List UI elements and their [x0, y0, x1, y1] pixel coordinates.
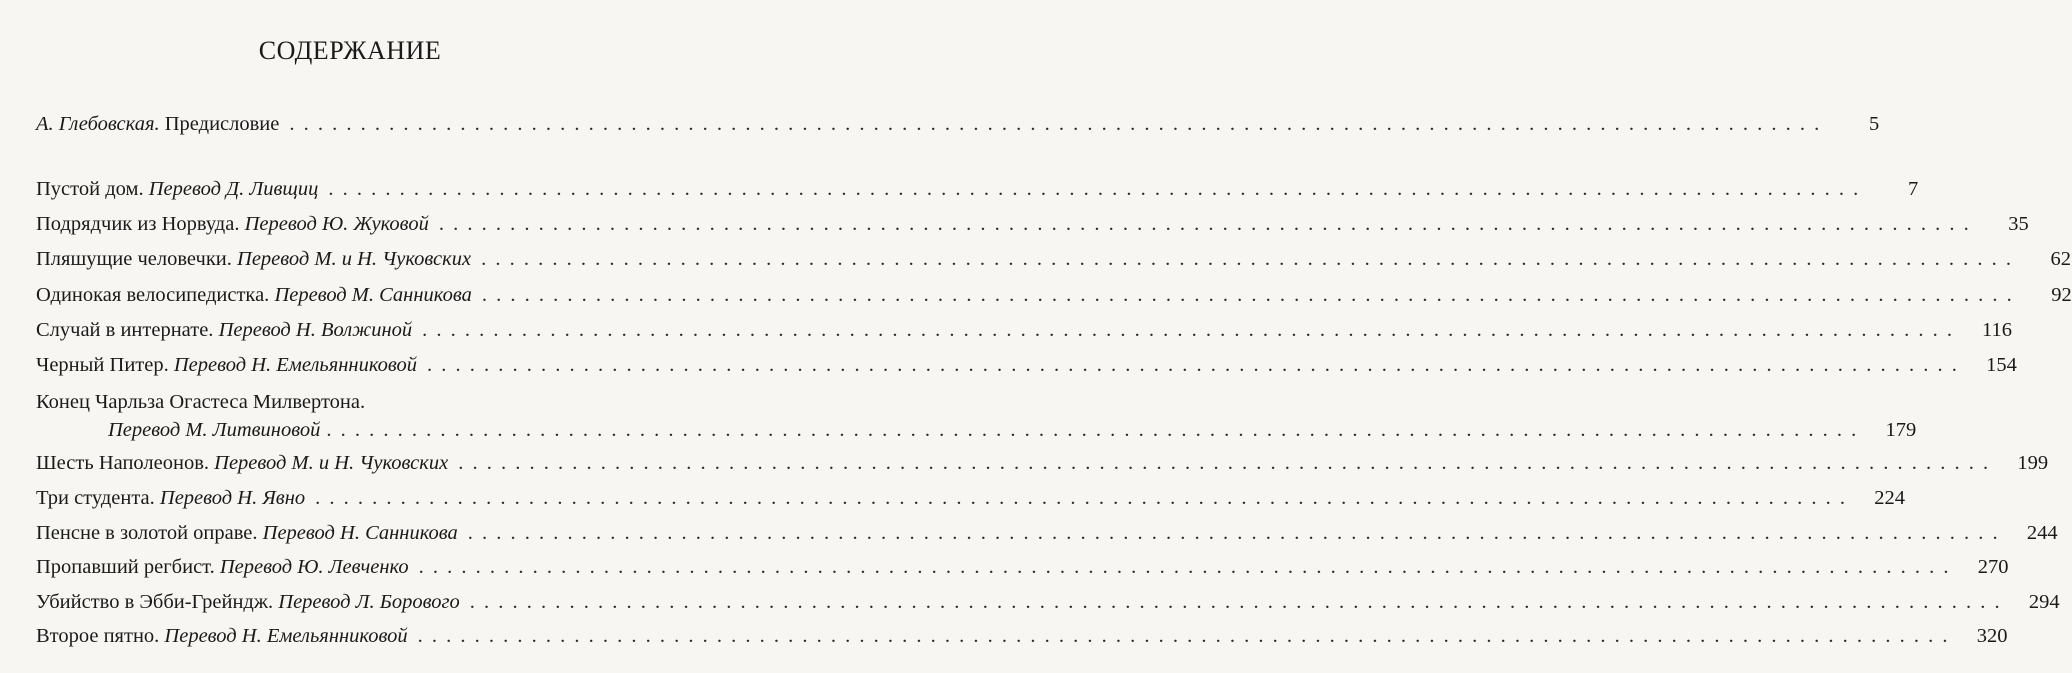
toc-title — [36, 175, 318, 203]
leader-dots — [418, 622, 1950, 650]
leader-dots — [482, 281, 2014, 309]
leader-dots — [481, 245, 2013, 273]
toc-line — [36, 519, 2058, 547]
page-number: 320 — [1976, 625, 2008, 647]
story-title: Черный Питер. — [36, 354, 169, 376]
translator: Перевод Н. Явно — [159, 487, 306, 509]
translator: Перевод Н. Емельянниковой — [164, 625, 408, 647]
story-title: Пляшущие человечки. — [36, 248, 232, 270]
leader-dots — [326, 416, 1858, 444]
page-number: 270 — [1977, 556, 2009, 578]
toc-line — [36, 245, 2071, 273]
toc-entry — [36, 519, 2058, 547]
toc-entry — [36, 553, 2009, 581]
toc-entry — [36, 351, 2017, 379]
page-number: 154 — [1986, 354, 2017, 376]
leader-dots — [419, 553, 1951, 581]
preface-author: А. Глебовская. — [36, 113, 160, 135]
leader-dots — [458, 449, 1990, 477]
story-title: Случай в интернате. — [36, 319, 214, 341]
translator: Перевод Ю. Жуковой — [244, 213, 429, 235]
toc-entry — [36, 588, 2060, 616]
page-number: 62 — [2050, 248, 2071, 270]
toc-line — [36, 588, 2060, 616]
story-title: Убийство в Эбби-Грейндж. — [36, 591, 274, 613]
toc-line-continued — [36, 416, 1917, 444]
page-title: СОДЕРЖАНИЕ — [258, 36, 442, 65]
translator: Перевод Л. Борового — [278, 591, 460, 613]
story-title: Одинокая велосипедистка. — [36, 284, 270, 306]
toc-entry — [36, 175, 1919, 203]
toc-line — [36, 175, 1919, 203]
toc-title — [36, 210, 429, 238]
translator: Перевод М. Санникова — [274, 284, 472, 306]
toc-title — [36, 588, 460, 616]
toc-line — [36, 210, 2029, 238]
toc-entry — [36, 245, 2071, 273]
translator: Перевод Н. Емельянниковой — [173, 354, 418, 376]
toc-title — [36, 449, 448, 477]
story-title: Шесть Наполеонов. — [36, 452, 210, 474]
translator: Перевод Н. Волжиной — [218, 319, 413, 341]
toc-title — [36, 553, 409, 581]
page-number: 116 — [1982, 319, 2013, 341]
toc-entry-preface — [36, 110, 1880, 138]
page-number: 92 — [2051, 284, 2072, 306]
leader-dots — [328, 175, 1860, 203]
translator: Перевод М. Литвиновой — [108, 419, 321, 441]
leader-dots — [427, 351, 1959, 379]
translator: Перевод Д. Ливщиц — [148, 178, 319, 200]
translator: Перевод М. и Н. Чуковских — [237, 248, 472, 270]
toc-entry-two-line — [36, 388, 1917, 444]
leader-dots — [439, 210, 1971, 238]
story-title: Пустой дом. — [36, 178, 144, 200]
page-number: 244 — [2026, 522, 2058, 544]
toc-title — [36, 245, 471, 273]
page-number: 199 — [2017, 452, 2049, 474]
toc-line — [36, 622, 2008, 650]
toc-line — [36, 316, 2013, 344]
story-title: Пропавший регбист. — [36, 556, 215, 578]
story-title: Пенсне в золотой оправе. — [36, 522, 258, 544]
toc-line — [36, 449, 2049, 477]
page-number: 7 — [1907, 178, 1919, 200]
page-number: 179 — [1885, 419, 1917, 441]
story-title: Три студента. — [36, 487, 155, 509]
toc-entry — [36, 281, 2072, 309]
page-number: 224 — [1874, 487, 1905, 509]
story-title: Конец Чарльза Огастеса Милвертона. — [36, 391, 366, 413]
translator: Перевод Н. Санникова — [262, 522, 458, 544]
page-number: 5 — [1869, 113, 1880, 135]
toc-line — [36, 281, 2072, 309]
leader-dots — [468, 519, 2000, 547]
toc-line — [36, 110, 1880, 138]
toc-title — [36, 622, 408, 650]
leader-dots — [422, 316, 1954, 344]
toc-line — [36, 484, 1905, 512]
toc-title — [36, 519, 458, 547]
toc-entry — [36, 210, 2029, 238]
leader-dots — [315, 484, 1847, 512]
toc-line — [36, 388, 656, 416]
translator: Перевод Ю. Левченко — [219, 556, 409, 578]
toc-entry — [36, 316, 2013, 344]
toc-title — [36, 110, 279, 138]
leader-dots — [289, 110, 1821, 138]
toc-title — [36, 484, 305, 512]
toc-entry — [36, 622, 2008, 650]
toc-entry — [36, 484, 1905, 512]
toc-title — [108, 416, 320, 444]
toc-title — [36, 316, 412, 344]
toc-entry — [36, 449, 2049, 477]
page-number: 294 — [2028, 591, 2060, 613]
toc-line — [36, 351, 2017, 379]
translator: Перевод М. и Н. Чуковских — [214, 452, 449, 474]
story-title: Второе пятно. — [36, 625, 160, 647]
toc-line — [36, 553, 2009, 581]
preface-title: Предисловие — [164, 113, 280, 135]
leader-dots — [470, 588, 2002, 616]
story-title: Подрядчик из Норвуда. — [36, 213, 240, 235]
toc-title — [36, 281, 472, 309]
page-number: 35 — [2008, 213, 2029, 235]
toc-title — [36, 351, 417, 379]
